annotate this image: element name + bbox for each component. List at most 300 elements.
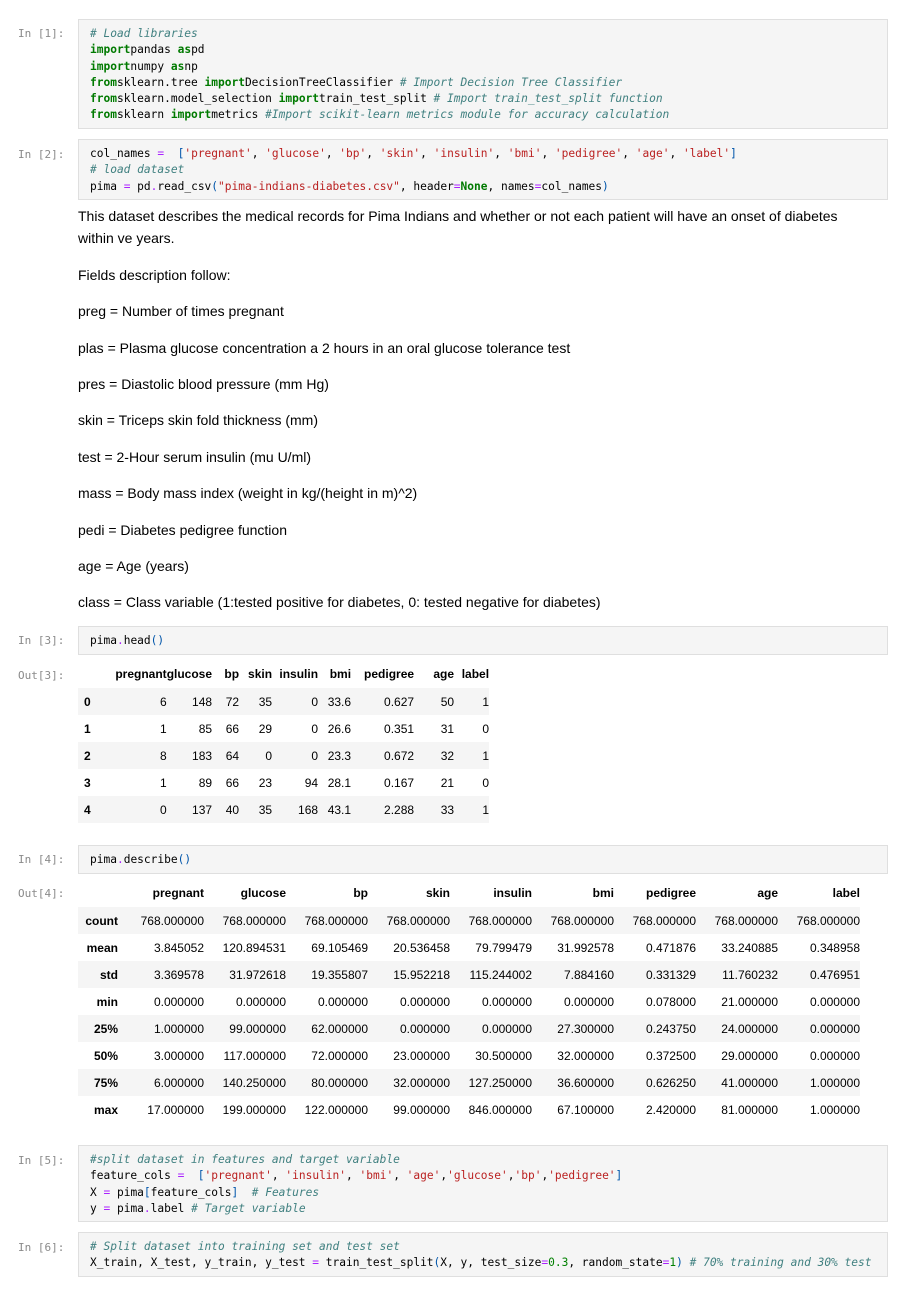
column-header: bp [353,886,368,900]
input-prompt: In [2]: [18,148,65,161]
code-line [90,108,669,121]
table-row [78,1096,860,1123]
code-token: = [103,1185,111,1199]
code-cell-2[interactable] [78,139,888,200]
table-cell: 0.243750 [645,1021,696,1036]
code-token: metrics [211,108,266,122]
row-index: std [100,967,118,982]
code-token: . [116,634,124,647]
column-header: bmi [592,886,614,900]
table-cell: 31.992578 [557,940,614,955]
table-cell: 148 [192,694,213,709]
column-header: label [461,667,490,681]
table-cell: 23 [258,775,273,790]
code-line [90,1240,400,1253]
table-cell: 0.000000 [481,994,532,1009]
table-cell: 1 [160,721,167,736]
row-index: 25% [93,1021,118,1036]
code-source [79,846,887,868]
field-class: class = Class variable (1:tested positive for diabetes, 0: tested negative for diabetes) [78,594,601,610]
code-token: pima [90,179,124,193]
code-token: [ [177,147,185,160]
code-token: , names [487,179,535,193]
code-token: import [278,92,320,106]
table-cell: 0.000000 [809,1021,860,1036]
column-header: insulin [279,667,319,681]
code-token: # Target variable [191,1201,306,1215]
code-token: . [116,853,124,866]
table-cell: 117.000000 [223,1048,286,1063]
table-cell: 27.300000 [557,1021,614,1036]
code-token: pd [130,179,151,193]
code-token: from [90,108,117,122]
code-line [90,92,663,105]
code-token: 'pedigree' [554,147,623,160]
table-cell: 122.000000 [304,1102,368,1117]
code-token [683,1256,690,1269]
code-token: ] [615,1169,623,1183]
code-token: X [90,1185,104,1199]
input-prompt: In [6]: [18,1241,65,1254]
table-cell: 21 [440,775,455,790]
code-token: sklearn.tree [116,75,205,89]
table-cell: 1 [482,748,490,763]
table-cell: 768.000000 [550,913,614,928]
code-token [184,1169,197,1182]
row-index: max [93,1102,118,1117]
code-token: pima [90,853,117,866]
code-token: # Load libraries [90,27,198,40]
table-cell: 0.000000 [481,1021,532,1036]
table-cell: 2.288 [384,802,415,817]
code-token: ) [602,179,609,193]
row-index: 1 [84,721,91,736]
code-token: = [177,1169,185,1183]
table-cell: 23.000000 [393,1048,450,1063]
table-cell: 85 [198,721,213,736]
code-token: sklearn [116,108,171,122]
code-token: # Import Decision Tree Classifier [399,75,623,89]
table-cell: 40 [225,802,240,817]
code-token: DecisionTreeClassifier [244,75,400,89]
code-token: 'pedigree' [548,1169,616,1183]
code-cell-1[interactable] [78,19,888,129]
table-cell: 7.884160 [563,967,614,982]
input-prompt: In [4]: [18,853,65,866]
table-cell: 99.000000 [393,1102,450,1117]
code-cell-4[interactable] [78,845,888,874]
code-line [90,853,191,866]
table-cell: 0.167 [384,775,415,790]
code-token: () [177,853,192,866]
table-cell: 0 [311,694,319,709]
table-cell: 0.351 [384,721,415,736]
table-cell: 30.500000 [475,1048,532,1063]
code-token: import [170,108,212,122]
code-token: 'glucose' [447,1169,508,1183]
table-cell: 1.000000 [809,1102,860,1117]
code-line [90,60,198,73]
table-cell: 11.760232 [722,967,778,982]
row-index: 2 [84,748,91,763]
table-cell: 0.000000 [317,994,368,1009]
code-token: head [123,634,151,647]
table-cell: 768.000000 [632,913,696,928]
row-index: count [85,913,118,928]
code-token: # Split dataset into training set and test set [90,1240,400,1253]
table-cell: 199.000000 [222,1102,286,1117]
table-row [78,715,489,742]
code-token: 'pregnant' [184,147,252,160]
code-token: ( [433,1256,441,1270]
table-cell: 768.000000 [714,913,778,928]
code-token: read_csv [157,179,212,193]
code-token: 'age' [635,147,670,160]
table-cell: 0.000000 [563,994,614,1009]
table-row [78,907,860,934]
code-line [90,27,198,40]
table-cell: 1 [160,775,167,790]
table-cell: 66 [225,775,240,790]
code-token: = [453,179,461,193]
code-token: , [669,147,683,160]
input-prompt: In [1]: [18,27,65,40]
code-token: pandas [130,43,178,57]
code-token [164,147,177,160]
table-cell: 0.000000 [399,1021,450,1036]
table-cell: 768.000000 [222,913,286,928]
input-prompt: In [3]: [18,634,65,647]
code-token: , [271,1169,286,1183]
table-cell: 0.000000 [399,994,450,1009]
table-cell: 20.536458 [393,940,450,955]
code-token: pima [90,634,117,647]
table-cell: 0.672 [384,748,415,763]
table-cell: 0.331329 [645,967,696,982]
table-cell: 0 [311,748,319,763]
row-index: 50% [93,1048,118,1063]
table-cell: 64 [225,748,240,763]
code-line [90,43,205,56]
table-cell: 99.000000 [229,1021,286,1036]
code-token: [ [197,1169,205,1183]
column-header: pedigree [364,667,415,681]
code-token: , header [399,179,454,193]
code-token: 'bmi' [359,1169,394,1183]
code-source [79,1146,887,1217]
code-token: = [541,1256,549,1270]
table-cell: 0.626250 [645,1075,696,1090]
table-row [78,742,489,769]
table-cell: 66 [225,721,240,736]
describe-dataframe [78,879,860,1123]
code-token: as [170,59,185,73]
code-token: = [103,1201,111,1215]
table-cell: 0.372500 [645,1048,696,1063]
code-line [90,163,184,176]
code-token: () [150,634,165,647]
table-cell: 768.000000 [468,913,532,928]
code-token: from [90,92,117,106]
code-token: # 70% training and 30% test [689,1256,872,1270]
code-token: 'pregnant' [204,1169,272,1183]
table-cell: 94 [304,775,319,790]
table-cell: 43.1 [327,802,352,817]
code-token: , [325,147,340,160]
column-header: insulin [493,886,532,900]
code-token: ) [676,1256,683,1270]
table-cell: 21.000000 [721,994,778,1009]
table-cell: 50 [440,694,455,709]
code-token: 'skin' [379,147,421,160]
row-index: 3 [84,775,91,790]
table-cell: 768.000000 [386,913,450,928]
field-preg: preg = Number of times pregnant [78,303,284,319]
code-token: 'bmi' [507,147,542,160]
code-token: 'insulin' [433,147,495,160]
column-header: skin [425,886,450,900]
column-header: pedigree [645,886,696,900]
table-header-row [78,660,489,688]
table-cell: 115.244002 [469,967,532,982]
table-cell: 1.000000 [153,1021,204,1036]
code-line [90,76,622,89]
table-cell: 2.420000 [645,1102,696,1117]
head-dataframe [78,660,489,823]
table-row [78,934,860,961]
table-cell: 1 [482,802,490,817]
code-token: import [204,75,245,89]
code-token: X, y, test_size [440,1256,542,1270]
code-token: 'age' [406,1169,441,1183]
table-cell: 127.250000 [468,1075,532,1090]
code-token: ] [730,147,737,160]
table-cell: 6.000000 [153,1075,204,1090]
code-token: = [123,179,131,193]
table-cell: 79.799479 [475,940,532,955]
index-header [78,660,91,688]
column-header: bmi [329,667,352,681]
code-token: = [662,1256,670,1270]
code-token: , [420,147,434,160]
table-cell: 32 [440,748,455,763]
table-cell: 81.000000 [721,1102,778,1117]
table-cell: 24.000000 [721,1021,778,1036]
code-token: col_names [541,179,603,193]
input-prompt: In [5]: [18,1154,65,1167]
code-token: import [90,59,131,73]
code-token: # load dataset [90,163,185,177]
code-token: 'glucose' [265,147,326,160]
table-cell: 41.000000 [721,1075,778,1090]
code-line [90,1186,319,1199]
code-line [90,1202,306,1215]
field-mass: mass = Body mass index (weight in kg/(height in m)^2) [78,485,418,501]
code-token: , [622,147,636,160]
table-cell: 15.952218 [393,967,450,982]
column-header: skin [248,667,273,681]
table-cell: 846.000000 [468,1102,532,1117]
table-cell: 29.000000 [721,1048,778,1063]
table-row [78,961,860,988]
table-cell: 0 [311,721,319,736]
table-cell: 35 [258,802,273,817]
code-line [90,634,164,647]
code-token: pima [110,1185,144,1199]
column-header: age [757,886,778,900]
code-token: 1 [669,1256,677,1270]
code-token: , [541,147,555,160]
field-skin: skin = Triceps skin fold thickness (mm) [78,412,319,428]
code-line [90,147,737,160]
table-cell: 0 [265,748,273,763]
table-cell: 768.000000 [304,913,368,928]
table-cell: 67.100000 [557,1102,614,1117]
output-prompt: Out[4]: [18,887,65,900]
table-cell: 768.000000 [140,913,204,928]
table-cell: 8 [160,748,167,763]
code-token: , [393,1169,407,1183]
table-cell: 6 [160,694,167,709]
code-token: np [184,59,198,73]
table-cell: 0 [482,721,490,736]
column-header: bp [224,667,240,681]
code-token: label [150,1201,192,1215]
table-cell: 23.3 [327,748,352,763]
code-line [90,1169,622,1182]
table-cell: 0.348958 [809,940,860,955]
code-token: , [346,1169,360,1183]
table-cell: 0.078000 [645,994,696,1009]
code-token: , [494,147,508,160]
table-cell: 89 [198,775,213,790]
table-cell: 3.369578 [153,967,204,982]
code-token: as [177,43,192,57]
code-token: , random_state [568,1256,663,1270]
code-token [238,1186,251,1199]
code-token: feature_cols [90,1169,178,1183]
code-token: . [150,179,158,193]
row-index: min [96,994,118,1009]
code-token: train_test_split [319,92,434,106]
table-cell: 72.000000 [311,1048,368,1063]
fields-title: Fields description follow: [78,267,231,283]
code-token: #Import scikit-learn metrics module for accuracy calculation [265,108,670,122]
code-token: # Import train_test_split function [433,92,663,106]
code-token: ] [231,1185,239,1199]
code-token: 0.3 [548,1256,569,1270]
table-cell: 183 [192,748,213,763]
table-cell: 26.6 [327,721,352,736]
table-row [78,688,489,715]
table-cell: 0.471876 [645,940,696,955]
table-cell: 0 [482,775,490,790]
code-token: X_train, X_test, y_train, y_test [90,1256,313,1270]
table-cell: 29 [258,721,273,736]
code-token: , [251,147,266,160]
markdown-cell [78,205,893,615]
column-header: glucose [166,667,213,681]
code-cell-3[interactable] [78,626,888,655]
code-token: , [440,1169,448,1183]
code-token: = [157,147,165,160]
table-row [78,988,860,1015]
code-source [79,20,887,124]
code-cell-6[interactable] [78,1232,888,1277]
code-token: "pima-indians-diabetes.csv" [218,179,400,193]
code-token: 'label' [682,147,731,160]
row-index: 4 [84,802,91,817]
code-cell-5[interactable] [78,1145,888,1222]
table-cell: 33.6 [327,694,352,709]
field-plas: plas = Plasma glucose concentration a 2 hours in an oral glucose tolerance test [78,340,571,356]
code-token: col_names [90,147,158,160]
code-token: , [507,1169,515,1183]
code-token: = [312,1256,320,1270]
table-row [78,769,489,796]
table-cell: 120.894531 [222,940,286,955]
table-cell: 31 [440,721,455,736]
table-cell: 768.000000 [796,913,860,928]
table-cell: 3.845052 [153,940,204,955]
table-cell: 69.105469 [311,940,368,955]
code-token: pima [110,1201,144,1215]
table-header-row [78,879,860,907]
table-cell: 31.972618 [229,967,286,982]
table-row [78,1069,860,1096]
intro-text: This dataset describes the medical records for Pima Indians and whether or not each patient will have an onset of diabetes [78,208,838,224]
table-cell: 0.000000 [809,1048,860,1063]
row-index: 0 [84,694,91,709]
code-line [90,180,609,193]
table-cell: 36.600000 [557,1075,614,1090]
table-cell: 137 [192,802,213,817]
code-token: y [90,1201,104,1215]
code-token: import [90,43,131,57]
table-cell: 3.000000 [153,1048,204,1063]
table-cell: 32.000000 [557,1048,614,1063]
code-token: , [541,1169,549,1183]
table-cell: 0.000000 [153,994,204,1009]
table-cell: 1.000000 [809,1075,860,1090]
code-line [90,1256,871,1269]
output-prompt: Out[3]: [18,669,65,682]
table-cell: 32.000000 [393,1075,450,1090]
table-cell: 0.000000 [235,994,286,1009]
table-row [78,1042,860,1069]
code-token: 'bp' [514,1169,542,1183]
table-cell: 19.355807 [311,967,368,982]
field-pedi: pedi = Diabetes pedigree function [78,522,287,538]
column-header: pregnant [115,667,167,681]
table-cell: 0.000000 [809,994,860,1009]
field-pres: pres = Diastolic blood pressure (mm Hg) [78,376,329,392]
code-token: feature_cols [150,1185,232,1199]
table-cell: 17.000000 [147,1102,204,1117]
code-token: from [90,75,117,89]
index-header [78,879,122,907]
table-cell: 140.250000 [222,1075,286,1090]
code-source [79,1233,887,1272]
code-token: numpy [130,59,171,73]
code-token: . [143,1201,151,1215]
table-cell: 1 [482,694,490,709]
table-cell: 35 [258,694,273,709]
code-token: pd [191,43,205,57]
table-cell: 62.000000 [311,1021,368,1036]
intro-text: within ve years. [78,230,175,246]
code-source [79,627,887,649]
